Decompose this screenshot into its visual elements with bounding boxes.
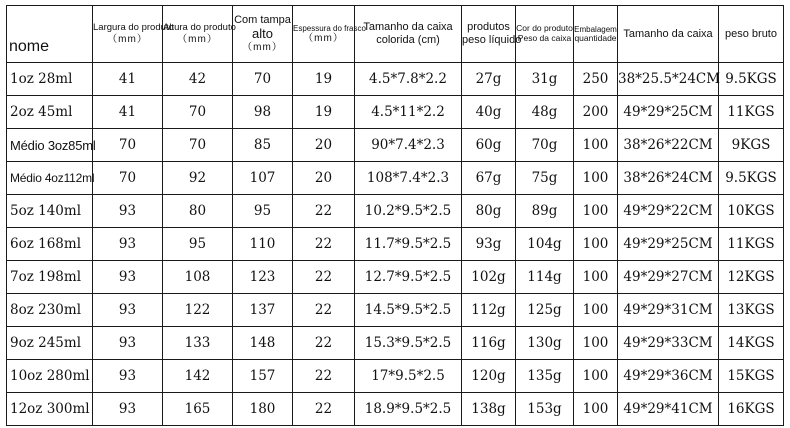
cell-peso-liquido: 60g [462, 129, 516, 162]
cell-tampa: 110 [233, 228, 293, 261]
cell-caixa-cor: 17*9.5*2.5 [355, 360, 462, 393]
cell-altura: 80 [163, 195, 233, 228]
cell-largura: 93 [93, 294, 163, 327]
cell-tamanho-caixa: 38*26*24CM [618, 162, 719, 195]
table-row [7, 96, 784, 129]
table-row [7, 228, 784, 261]
cell-peso-bruto: 15KGS [719, 360, 784, 393]
cell-qtd: 100 [574, 360, 618, 393]
cell-tampa: 98 [233, 96, 293, 129]
header-largura-title: Largura do produto [93, 21, 174, 33]
header-peso-liquido [462, 6, 522, 63]
cell-peso-liquido: 80g [462, 195, 516, 228]
cell-altura: 70 [163, 96, 233, 129]
cell-qtd: 200 [574, 96, 618, 129]
cell-espessura: 22 [293, 393, 355, 426]
cell-caixa-cor: 4.5*7.8*2.2 [355, 63, 462, 96]
cell-altura: 92 [163, 162, 233, 195]
cell-caixa-cor: 10.2*9.5*2.5 [355, 195, 462, 228]
cell-peso-caixa: 89g [516, 195, 574, 228]
header-caixa-cor-line1: Tamanho da caixa [363, 21, 453, 34]
cell-largura: 93 [93, 393, 163, 426]
cell-espessura: 22 [293, 327, 355, 360]
header-espessura-unit: （mm） [303, 32, 344, 44]
cell-largura: 93 [93, 360, 163, 393]
cell-tampa: 180 [233, 393, 293, 426]
cell-largura: 41 [93, 63, 163, 96]
header-largura [93, 6, 174, 63]
cell-qtd: 100 [574, 162, 618, 195]
header-largura-unit: （mm） [107, 33, 148, 45]
cell-peso-caixa: 114g [516, 261, 574, 294]
cell-peso-caixa: 125g [516, 294, 574, 327]
header-espessura-title: Espessura do frasco [293, 23, 366, 33]
cell-peso-caixa: 104g [516, 228, 574, 261]
cell-espessura: 19 [293, 96, 355, 129]
table-row [7, 393, 784, 426]
cell-tampa: 95 [233, 195, 293, 228]
cell-espessura: 20 [293, 129, 355, 162]
header-peso-caixa-line2: Peso da caixa [517, 33, 572, 43]
cell-largura: 93 [93, 228, 163, 261]
cell-nome: 2oz 45ml [7, 96, 93, 129]
cell-qtd: 250 [574, 63, 618, 96]
header-caixa-cor [355, 6, 462, 63]
cell-tampa: 123 [233, 261, 293, 294]
header-tampa-line2: alto [252, 26, 273, 42]
cell-largura: 70 [93, 162, 163, 195]
header-espessura [293, 6, 366, 63]
cell-peso-caixa: 135g [516, 360, 574, 393]
product-spec-table [6, 5, 784, 426]
cell-peso-liquido: 93g [462, 228, 516, 261]
cell-peso-caixa: 153g [516, 393, 574, 426]
cell-peso-liquido: 138g [462, 393, 516, 426]
header-altura-unit: （mm） [177, 33, 218, 45]
cell-largura: 93 [93, 195, 163, 228]
cell-tampa: 137 [233, 294, 293, 327]
cell-altura: 42 [163, 63, 233, 96]
cell-peso-bruto: 11KGS [719, 96, 784, 129]
cell-tamanho-caixa: 49*29*36CM [618, 360, 719, 393]
header-embalagem-line1: Embalagem [574, 24, 617, 34]
cell-peso-liquido: 112g [462, 294, 516, 327]
cell-qtd: 100 [574, 195, 618, 228]
cell-peso-bruto: 9KGS [719, 129, 784, 162]
cell-peso-bruto: 14KGS [719, 327, 784, 360]
cell-peso-liquido: 27g [462, 63, 516, 96]
header-peso-caixa-line1: Cor do produto [516, 23, 573, 34]
cell-peso-caixa: 75g [516, 162, 574, 195]
cell-qtd: 100 [574, 129, 618, 162]
cell-tamanho-caixa: 49*29*31CM [618, 294, 719, 327]
cell-largura: 93 [93, 261, 163, 294]
cell-tampa: 148 [233, 327, 293, 360]
cell-peso-liquido: 116g [462, 327, 516, 360]
header-tamanho-caixa: Tamanho da caixa [618, 6, 719, 63]
cell-peso-caixa: 70g [516, 129, 574, 162]
cell-peso-bruto: 13KGS [719, 294, 784, 327]
header-peso-caixa [516, 6, 574, 63]
table-row [7, 195, 784, 228]
header-tampa-line1: Com tampa [234, 14, 291, 27]
cell-tamanho-caixa: 49*29*33CM [618, 327, 719, 360]
cell-altura: 133 [163, 327, 233, 360]
cell-qtd: 100 [574, 294, 618, 327]
cell-peso-liquido: 120g [462, 360, 516, 393]
cell-altura: 95 [163, 228, 233, 261]
cell-peso-caixa: 31g [516, 63, 574, 96]
cell-largura: 70 [93, 129, 163, 162]
cell-qtd: 100 [574, 228, 618, 261]
cell-caixa-cor: 90*7.4*2.3 [355, 129, 462, 162]
header-caixa-cor-line2: colorida (cm) [376, 34, 440, 46]
cell-peso-bruto: 11KGS [719, 228, 784, 261]
cell-espessura: 22 [293, 360, 355, 393]
cell-nome: 6oz 168ml [7, 228, 93, 261]
header-embalagem-line2: quantidade [574, 32, 617, 43]
table-row [7, 360, 784, 393]
cell-tamanho-caixa: 49*29*22CM [618, 195, 719, 228]
cell-peso-bruto: 12KGS [719, 261, 784, 294]
cell-largura: 93 [93, 327, 163, 360]
cell-altura: 108 [163, 261, 233, 294]
header-row [7, 6, 784, 63]
cell-peso-liquido: 67g [462, 162, 516, 195]
cell-peso-bruto: 9.5KGS [719, 162, 784, 195]
cell-nome: 7oz 198ml [7, 261, 93, 294]
cell-peso-bruto: 9.5KGS [719, 63, 784, 96]
cell-nome: 8oz 230ml [7, 294, 93, 327]
cell-caixa-cor: 15.3*9.5*2.5 [355, 327, 462, 360]
header-altura-title: Altura do produto [163, 21, 236, 33]
cell-tampa: 85 [233, 129, 293, 162]
cell-altura: 165 [163, 393, 233, 426]
cell-espessura: 20 [293, 162, 355, 195]
cell-espessura: 19 [293, 63, 355, 96]
cell-qtd: 100 [574, 261, 618, 294]
cell-qtd: 100 [574, 327, 618, 360]
cell-caixa-cor: 4.5*11*2.2 [355, 96, 462, 129]
cell-qtd: 100 [574, 393, 618, 426]
table-row [7, 294, 784, 327]
cell-peso-caixa: 130g [516, 327, 574, 360]
header-peso-liquido-line2: peso líquido [462, 34, 522, 46]
header-peso-liquido-line1: produtos [467, 21, 510, 34]
cell-peso-bruto: 10KGS [719, 195, 784, 228]
header-tampa-unit: （mm） [242, 42, 283, 54]
cell-tamanho-caixa: 49*29*41CM [618, 393, 719, 426]
cell-tamanho-caixa: 49*29*25CM [618, 96, 719, 129]
cell-nome: Médio 4oz112ml [7, 162, 93, 195]
cell-tampa: 70 [233, 63, 293, 96]
cell-largura: 41 [93, 96, 163, 129]
cell-nome: 12oz 300ml [7, 393, 93, 426]
header-altura [163, 6, 236, 63]
table-row [7, 162, 784, 195]
cell-nome: 9oz 245ml [7, 327, 93, 360]
cell-nome: 1oz 28ml [7, 63, 93, 96]
cell-nome: Médio 3oz85ml [7, 129, 93, 162]
cell-caixa-cor: 18.9*9.5*2.5 [355, 393, 462, 426]
cell-caixa-cor: 12.7*9.5*2.5 [355, 261, 462, 294]
cell-espessura: 22 [293, 228, 355, 261]
cell-peso-liquido: 102g [462, 261, 516, 294]
cell-altura: 70 [163, 129, 233, 162]
header-nome: nome [7, 6, 93, 63]
cell-tampa: 107 [233, 162, 293, 195]
cell-nome: 5oz 140ml [7, 195, 93, 228]
cell-caixa-cor: 14.5*9.5*2.5 [355, 294, 462, 327]
cell-tamanho-caixa: 38*26*22CM [618, 129, 719, 162]
cell-espessura: 22 [293, 195, 355, 228]
cell-altura: 142 [163, 360, 233, 393]
table-row [7, 261, 784, 294]
cell-altura: 122 [163, 294, 233, 327]
cell-caixa-cor: 108*7.4*2.3 [355, 162, 462, 195]
cell-caixa-cor: 11.7*9.5*2.5 [355, 228, 462, 261]
table-row [7, 327, 784, 360]
table-row [7, 129, 784, 162]
cell-tamanho-caixa: 38*25.5*24CM [618, 63, 719, 96]
cell-tamanho-caixa: 49*29*27CM [618, 261, 719, 294]
cell-peso-caixa: 48g [516, 96, 574, 129]
cell-espessura: 22 [293, 261, 355, 294]
cell-tampa: 157 [233, 360, 293, 393]
cell-peso-bruto: 16KGS [719, 393, 784, 426]
cell-espessura: 22 [293, 294, 355, 327]
table-row [7, 63, 784, 96]
cell-tamanho-caixa: 49*29*25CM [618, 228, 719, 261]
header-embalagem [574, 6, 618, 63]
header-tampa [233, 6, 293, 63]
cell-peso-liquido: 40g [462, 96, 516, 129]
header-peso-bruto: peso bruto [719, 6, 784, 63]
cell-nome: 10oz 280ml [7, 360, 93, 393]
